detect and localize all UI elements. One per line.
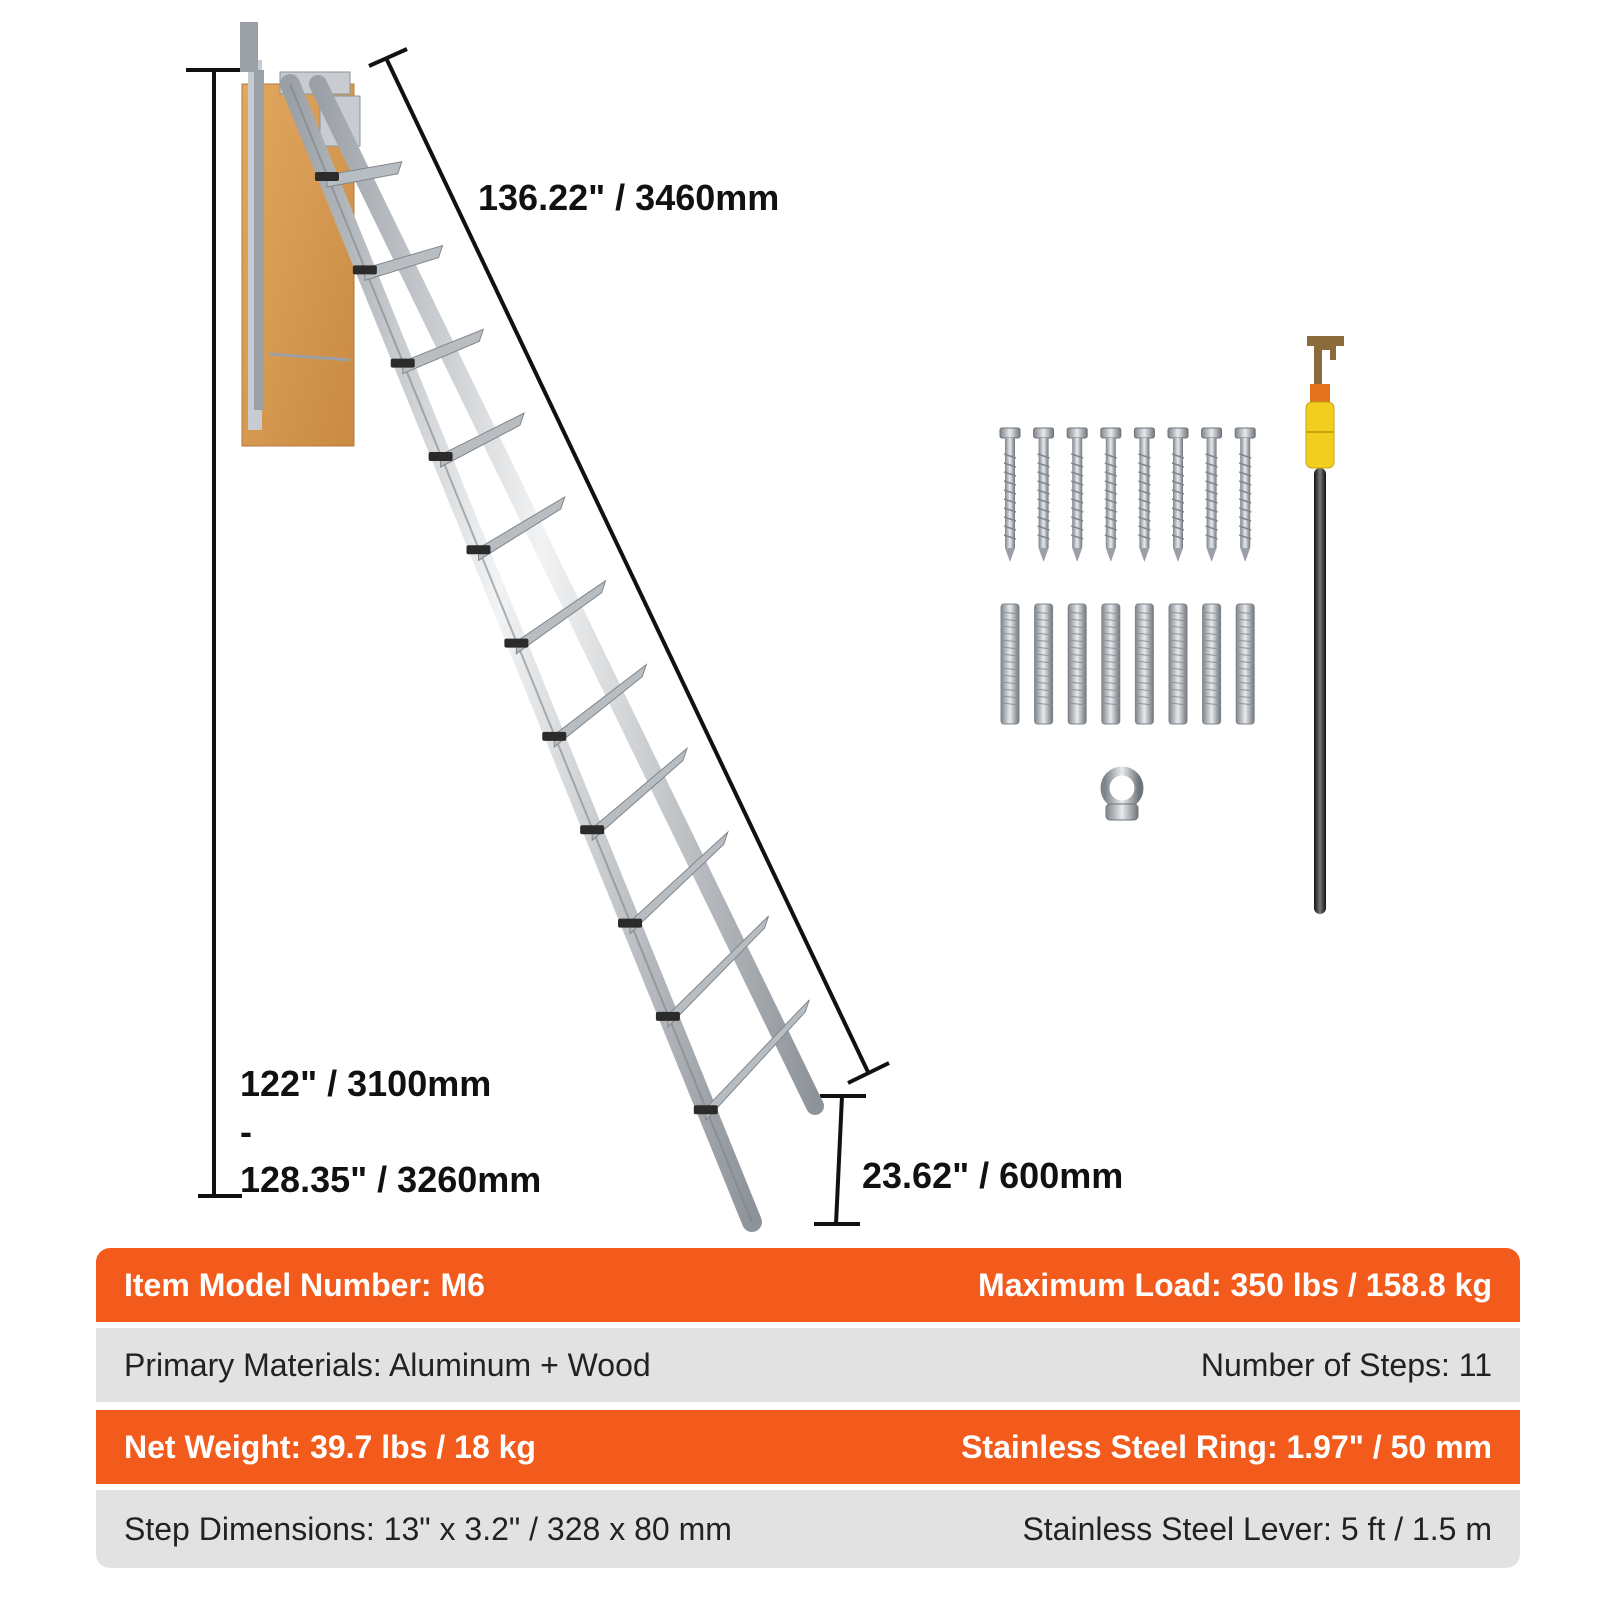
- screw-icon: [1134, 428, 1154, 562]
- diagonal-length-label: 136.22" / 3460mm: [478, 177, 780, 218]
- anchor-icon: [1102, 604, 1120, 724]
- anchor-icon: [1068, 604, 1086, 724]
- lever-hook-icon: [1306, 336, 1344, 914]
- spec-lever: Stainless Steel Lever: 5 ft / 1.5 m: [1022, 1510, 1492, 1547]
- spec-steps: Number of Steps: 11: [1200, 1346, 1492, 1383]
- spec-model-number: Item Model Number: M6: [124, 1266, 485, 1303]
- height-range-label: [240, 1060, 541, 1204]
- anchor-icon: [1035, 604, 1053, 724]
- screw-icon: [1067, 428, 1087, 562]
- screw-icon: [1168, 428, 1188, 562]
- height-min-text: 122" / 3100mm: [240, 1063, 492, 1104]
- spec-row-weight: [96, 1410, 1520, 1484]
- extension-length-label: 23.62" / 600mm: [862, 1155, 1124, 1196]
- spec-net-weight: Net Weight: 39.7 lbs / 18 kg: [124, 1428, 536, 1465]
- screw-icon: [1235, 428, 1255, 562]
- spec-max-load: Maximum Load: 350 lbs / 158.8 kg: [978, 1266, 1492, 1303]
- spec-step-dimensions: Step Dimensions: 13" x 3.2" / 328 x 80 mm: [124, 1510, 732, 1547]
- screw-icon: [1034, 428, 1054, 562]
- spec-materials: Primary Materials: Aluminum + Wood: [124, 1346, 651, 1383]
- spec-row-dimensions: [96, 1490, 1520, 1568]
- screw-icon: [1202, 428, 1222, 562]
- eye-nut-icon: [1105, 771, 1139, 820]
- ladder-image: [290, 84, 815, 1222]
- anchor-icon: [1135, 604, 1153, 724]
- anchor-icon: [1169, 604, 1187, 724]
- height-separator-text: -: [240, 1111, 252, 1152]
- anchor-icon: [1203, 604, 1221, 724]
- height-max-text: 128.35" / 3260mm: [240, 1159, 542, 1200]
- spec-row-model: [96, 1248, 1520, 1322]
- spec-row-materials: [96, 1328, 1520, 1402]
- screw-icon: [1101, 428, 1121, 562]
- extension-dimension-line: [814, 1096, 866, 1224]
- height-dimension-line: [186, 70, 242, 1196]
- screw-set: [1000, 428, 1255, 562]
- anchor-set: [1001, 604, 1254, 724]
- screw-icon: [1000, 428, 1020, 562]
- spec-ring: Stainless Steel Ring: 1.97" / 50 mm: [961, 1428, 1492, 1465]
- anchor-icon: [1001, 604, 1019, 724]
- anchor-icon: [1236, 604, 1254, 724]
